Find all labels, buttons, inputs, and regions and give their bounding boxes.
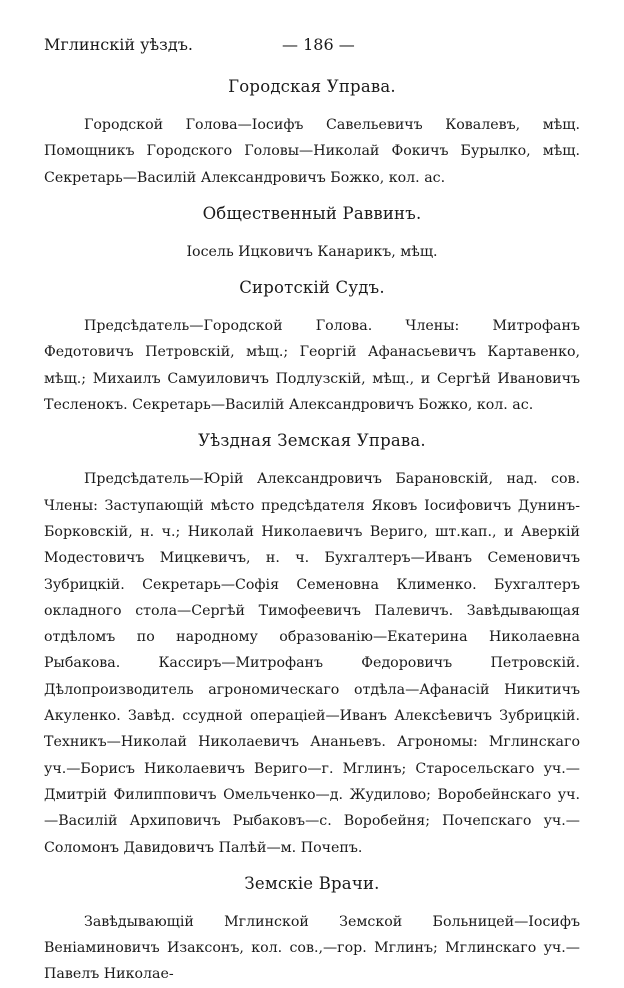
section-heading-orphan-court: Сиротскій Судъ. bbox=[239, 278, 385, 298]
section-heading-rabbi: Общественный Раввинъ. bbox=[202, 203, 422, 223]
page-number: — 186 — bbox=[282, 35, 355, 54]
section-heading-zemstvo-board: Уѣздная Земская Управа. bbox=[198, 431, 426, 451]
section-text-rabbi: Іосель Ицковичъ Канарикъ, мѣщ. bbox=[186, 243, 438, 260]
page-header bbox=[44, 30, 580, 60]
section-text-city-council: Городской Голова—Іосифъ Савельевичъ Ковалевъ, мѣщ. Помощникъ Городского Головы—Николай Фокичъ Бурылко, мѣщ. Секретарь—Василій Александровичъ Божко, кол. ас. bbox=[44, 117, 580, 186]
section-text-zemstvo-board: Предсѣдатель—Юрій Александровичъ Барановскій, над. сов. Члены: Заступающій мѣсто предсѣдателя Яковъ Іосифовичъ Дунинъ-Борковскій, н. ч.; Николай Николаевичъ Вериго, шт.кап., и Аверкій Модестовичъ Мицкевичъ, н. ч. Бухгалтеръ—Иванъ Семеновичъ Зубрицкій. Секретарь—Софія Семеновна Клименко. Бухгалтеръ окладного стола—Сергѣй Тимофеевичъ Палевичъ. Завѣдывающая отдѣломъ по народному образованію—Екатерина Николаевна Рыбакова. Кассиръ—Митрофанъ Федоровичъ Петровскій. Дѣлопроизводитель агрономическаго отдѣла—Афанасій Никитичъ Акуленко. Завѣд. ссудной операціей—Иванъ Алексѣевичъ Зубрицкій. Техникъ—Николай Николаевичъ Ананьевъ. Агрономы: Мглинскаго уч.—Борисъ Николаевичъ Вериго—г. Мглинъ; Старосельскаго уч.—Дмитрій Филипповичъ Омельченко—д. Жудилово; Воробейнскаго уч.—Василій Архиповичъ Рыбаковъ—с. Воробейня; Почепскаго уч.—Соломонъ Давидовичъ Палѣй—м. Почепъ. bbox=[44, 471, 580, 856]
section-text-orphan-court: Предсѣдатель—Городской Голова. Члены: Митрофанъ Федотовичъ Петровскій, мѣщ.; Георгій Афанасьевичъ Картавенко, мѣщ.; Михаилъ Самуиловичъ Подлузскій, мѣщ., и Сергѣй Ивановичъ Тесленокъ. Секретарь—Василій Александровичъ Божко, кол. ас. bbox=[44, 318, 580, 414]
section-heading-zemstvo-doctors: Земскіе Врачи. bbox=[244, 873, 380, 893]
section-heading-city-council: Городская Управа. bbox=[228, 77, 396, 96]
section-text-zemstvo-doctors: Завѣдывающій Мглинской Земской Больницей—Іосифъ Веніаминовичъ Изаксонъ, кол. сов.,—гор. Мглинъ; Мглинскаго уч.—Павелъ Николае- bbox=[44, 913, 580, 983]
district-title: Мглинскій уѣздъ. bbox=[44, 35, 193, 54]
